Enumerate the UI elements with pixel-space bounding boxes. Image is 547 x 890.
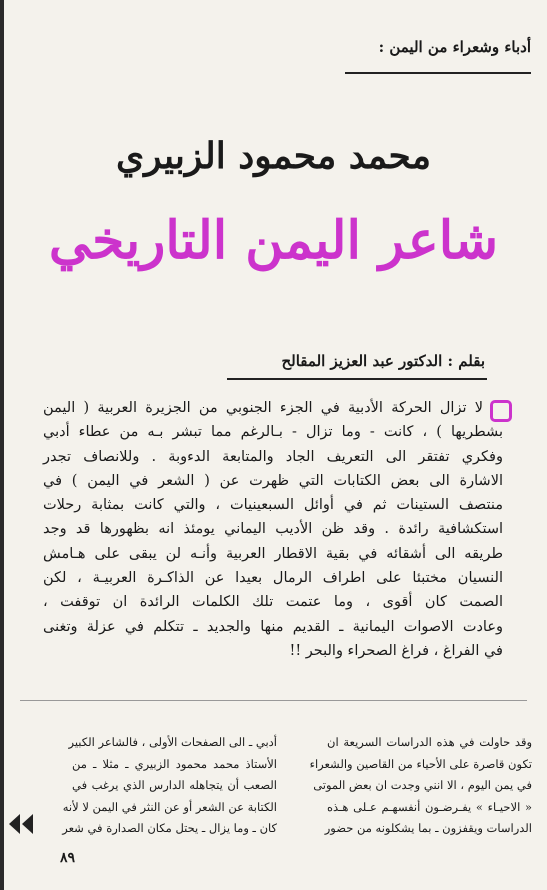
column-line: أدبي ـ الى الصفحات الأولى ، فالشاعر الكبير bbox=[68, 735, 277, 749]
column-line: في يمن اليوم ، الا انني وجدت ان بعض الموتى bbox=[313, 778, 532, 792]
series-underline bbox=[345, 72, 531, 74]
paragraph-line: لا تزال الحركة الأدبية في الجزء الجنوبي من الجزيرة العربية ( اليمن bbox=[43, 400, 483, 416]
intro-paragraph bbox=[43, 396, 503, 663]
column-line: الدراسات ويقفزون ـ بما يشكلونه من حضور bbox=[324, 821, 532, 835]
column-line: تكون قاصرة على الأحياء من القاصين والشعراء bbox=[309, 756, 532, 771]
paragraph-line: الصمت كان أقوى ، وما عتمت تلك الكلمات الرائدة ان توقفت ، bbox=[43, 594, 503, 611]
series-heading: أدباء وشعراء من اليمن : bbox=[378, 38, 531, 56]
column-line: الصعب أن يتجاهله الدارس الذي يرغب في bbox=[72, 778, 277, 792]
column-line: « الاحيـاء » يفـرضـون أنفسهـم عـلى هـذه bbox=[327, 799, 532, 814]
page-number: ٨٩ bbox=[60, 850, 76, 866]
column-divider bbox=[20, 700, 527, 701]
column-line: الأستاذ محمد محمود الزبيري ـ مثلا ـ من bbox=[72, 756, 277, 771]
column-line: كان ـ وما يزال ـ يحتل مكان الصدارة في شعر bbox=[62, 821, 277, 835]
paragraph-line: في الفراغ ، فراغ الصحراء والبحر !! bbox=[289, 642, 503, 659]
author-name-calligraphy: محمد محمود الزبيري bbox=[115, 135, 432, 177]
body-column-right bbox=[309, 732, 532, 840]
page-spine-edge bbox=[0, 0, 4, 890]
column-line: وقد حاولت في هذه الدراسات السريعة ان bbox=[327, 735, 532, 749]
paragraph-line: النسيان مختبئا على اطراف الرمال بعيدا عن الذاكـرة العربيـة ، لكن bbox=[43, 570, 503, 587]
article-headline: شاعر اليمن التاريخي bbox=[48, 210, 499, 271]
paragraph-line: استكشافية رائدة . وقد ظن الأديب اليماني يومئذ انه بظهورها قد وجد bbox=[43, 521, 503, 538]
double-triangle-left-icon bbox=[8, 812, 34, 836]
byline-underline bbox=[227, 378, 487, 380]
body-column-left bbox=[62, 732, 277, 840]
column-line: الكتابة عن الشعر أو عن النثر في اليمن لا لأنه bbox=[62, 799, 277, 814]
paragraph-line: منتصف الستينات ثم في أوائل السبعينيات ، والتي كانت بمثابة رحلات bbox=[43, 497, 503, 514]
paragraph-line: الاشارة الى بعض الكتابات التي ظهرت عن ( الشعر في اليمن ) في bbox=[43, 472, 503, 489]
paragraph-line: وفكري تفتقر الى التعريف الجاد والمتابعة الدءوبة . وللانصاف تجدر bbox=[43, 448, 503, 465]
paragraph-line: وعادت الاصوات اليمانية ـ القديم منها والجديد ـ تتكلم في عزلة وتغنى bbox=[43, 618, 503, 635]
paragraph-line: بشطريها ) ، كانت - وما تزال - بـالرغم مما تبشر بـه من عطاء أدبي bbox=[43, 424, 503, 441]
paragraph-line: طريقه الى أشقائه في بقية الاقطار العربية وأنـه لن يبقى على هـامش bbox=[43, 545, 503, 562]
byline: بقلم : الدكتور عبد العزيز المقالح bbox=[281, 352, 485, 370]
